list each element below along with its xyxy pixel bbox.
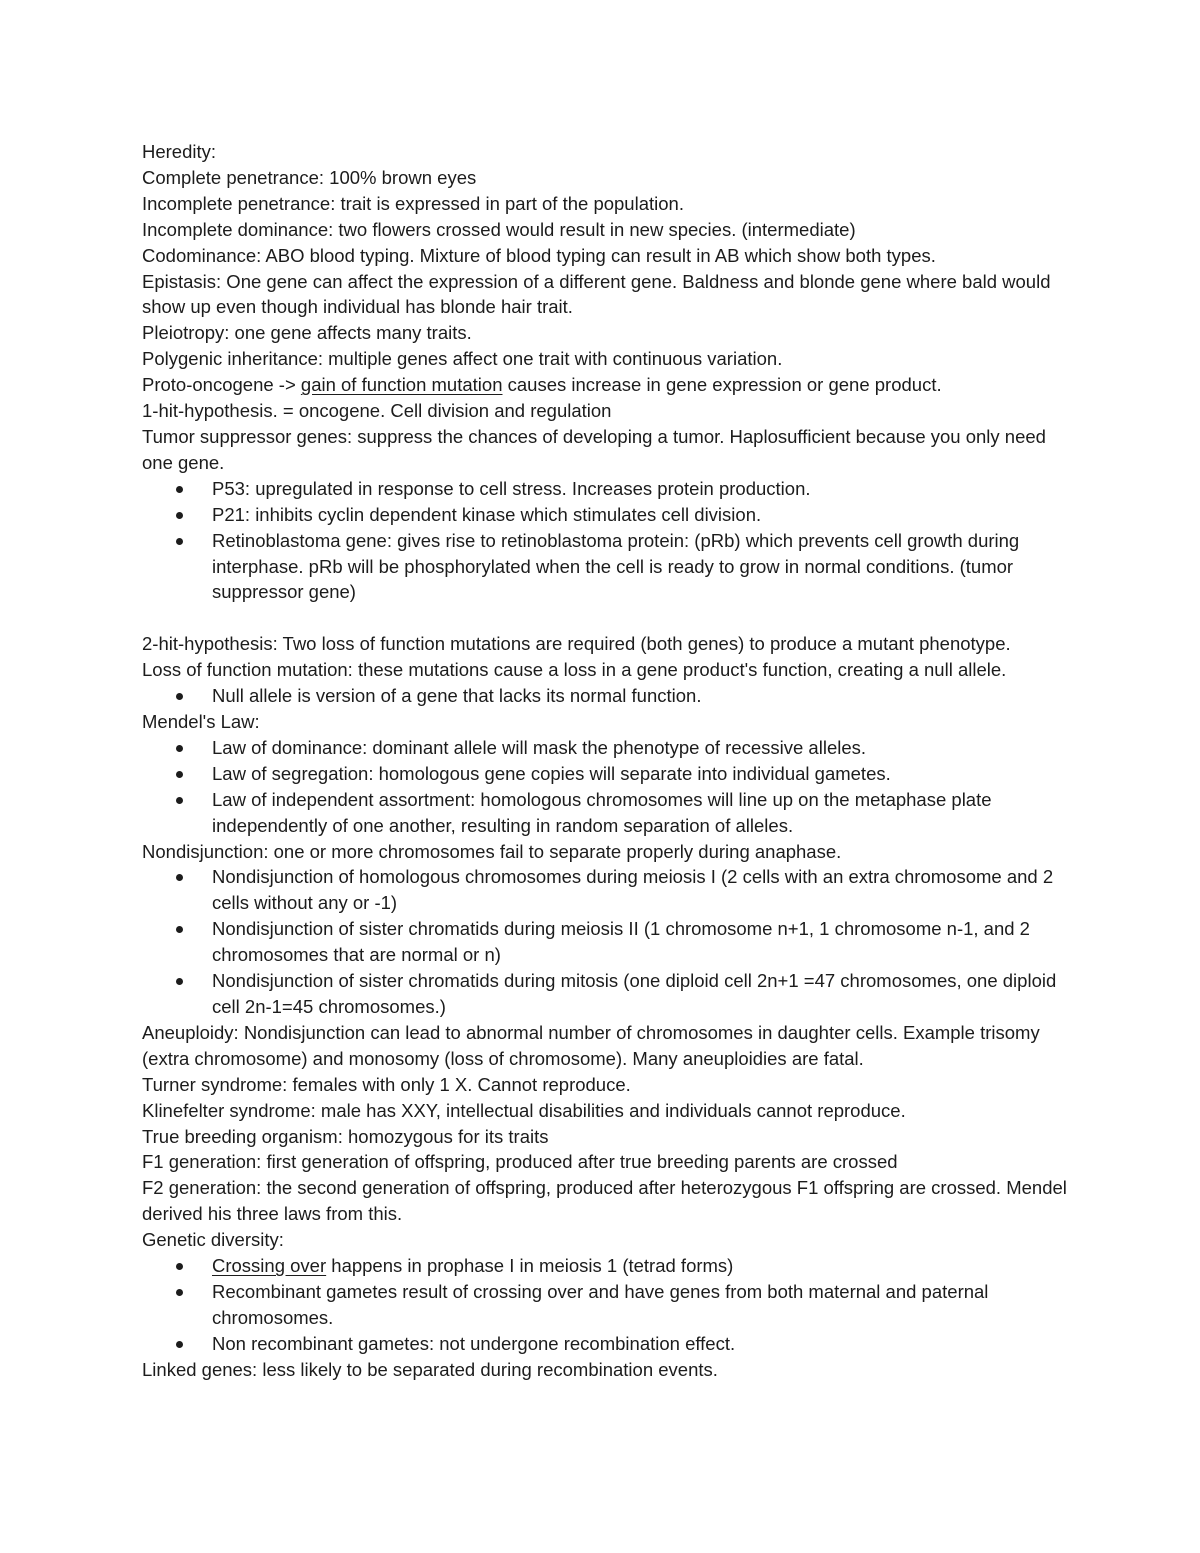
codominance-line: Codominance: ABO blood typing. Mixture of blood typing can result in AB which show both types. xyxy=(142,244,936,266)
list-item: Law of dominance: dominant allele will mask the phenotype of recessive alleles. xyxy=(142,735,1072,761)
list-item: P53: upregulated in response to cell stress. Increases protein production. xyxy=(142,476,1072,502)
proto-oncogene-line xyxy=(142,372,1072,398)
f2-line: F2 generation: the second generation of offspring, produced after heterozygous F1 offspring are crossed. Mendel derived his three laws from this. xyxy=(142,1177,1067,1225)
incomplete-penetrance-line: Incomplete penetrance: trait is expressed in part of the population. xyxy=(142,192,684,214)
blank-line xyxy=(142,605,1072,631)
loss-of-function-line: Loss of function mutation: these mutations cause a loss in a gene product's function, creating a null allele. xyxy=(142,659,1007,681)
linked-genes-line: Linked genes: less likely to be separated during recombination events. xyxy=(142,1358,718,1380)
tumor-suppressor-list xyxy=(142,476,1072,606)
two-hit-line: 2-hit-hypothesis: Two loss of function mutations are required (both genes) to produce a mutant phenotype. xyxy=(142,633,1011,655)
turner-line: Turner syndrome: females with only 1 X. Cannot reproduce. xyxy=(142,1073,631,1095)
list-item: Law of segregation: homologous gene copies will separate into individual gametes. xyxy=(142,761,1072,787)
list-item: Recombinant gametes result of crossing over and have genes from both maternal and paternal chromosomes. xyxy=(142,1279,1072,1331)
mendels-law-list xyxy=(142,735,1072,839)
incomplete-dominance-line: Incomplete dominance: two flowers crossed would result in new species. (intermediate) xyxy=(142,218,856,240)
list-item: Retinoblastoma gene: gives rise to retinoblastoma protein: (pRb) which prevents cell growth during interphase. pRb will be phosphorylated when the cell is ready to grow in normal conditions. (tumor suppressor gene) xyxy=(142,528,1072,606)
tumor-suppressor-line: Tumor suppressor genes: suppress the chances of developing a tumor. Haplosufficient because you only need one gene. xyxy=(142,425,1046,473)
crossing-over-suffix: happens in prophase I in meiosis 1 (tetrad forms) xyxy=(326,1255,734,1277)
genetic-diversity-heading: Genetic diversity: xyxy=(142,1229,284,1251)
genetic-diversity-list xyxy=(142,1253,1072,1357)
true-breeding-line: True breeding organism: homozygous for its traits xyxy=(142,1125,549,1147)
gain-of-function-underlined: gain of function mutation xyxy=(300,374,503,396)
list-item: Non recombinant gametes: not undergone recombination effect. xyxy=(142,1331,1072,1357)
nondisjunction-list xyxy=(142,864,1072,1019)
mendels-law-heading: Mendel's Law: xyxy=(142,711,260,733)
proto-oncogene-prefix: Proto-oncogene -> xyxy=(142,374,301,396)
list-item: P21: inhibits cyclin dependent kinase which stimulates cell division. xyxy=(142,502,1072,528)
aneuploidy-line: Aneuploidy: Nondisjunction can lead to abnormal number of chromosomes in daughter cells. Example trisomy (extra chromosome) and monosomy (loss of chromosome). Many aneuploidies are fatal. xyxy=(142,1021,1040,1069)
list-item: Nondisjunction of sister chromatids during meiosis II (1 chromosome n+1, 1 chromosome n-1, and 2 chromosomes that are normal or n) xyxy=(142,916,1072,968)
proto-oncogene-suffix: causes increase in gene expression or gene product. xyxy=(502,374,942,396)
pleiotropy-line: Pleiotropy: one gene affects many traits. xyxy=(142,322,472,344)
loss-of-function-list xyxy=(142,683,1072,709)
klinefelter-line: Klinefelter syndrome: male has XXY, intellectual disabilities and individuals cannot reproduce. xyxy=(142,1099,906,1121)
crossing-over-underlined: Crossing over xyxy=(212,1255,327,1277)
list-item xyxy=(142,1253,1072,1279)
polygenic-line: Polygenic inheritance: multiple genes affect one trait with continuous variation. xyxy=(142,348,783,370)
heredity-heading: Heredity: xyxy=(142,141,217,162)
nondisjunction-line: Nondisjunction: one or more chromosomes fail to separate properly during anaphase. xyxy=(142,840,842,862)
complete-penetrance-line: Complete penetrance: 100% brown eyes xyxy=(142,166,477,188)
list-item: Null allele is version of a gene that lacks its normal function. xyxy=(142,683,1072,709)
list-item: Law of independent assortment: homologous chromosomes will line up on the metaphase plate independently of one another, resulting in random separation of alleles. xyxy=(142,787,1072,839)
one-hit-line: 1-hit-hypothesis. = oncogene. Cell division and regulation xyxy=(142,400,612,422)
list-item: Nondisjunction of sister chromatids during mitosis (one diploid cell 2n+1 =47 chromosomes, one diploid cell 2n-1=45 chromosomes.) xyxy=(142,968,1072,1020)
epistasis-line: Epistasis: One gene can affect the expression of a different gene. Baldness and blonde gene where bald would show up even though individual has blonde hair trait. xyxy=(142,270,1051,318)
document-page xyxy=(142,139,1072,1383)
list-item: Nondisjunction of homologous chromosomes during meiosis I (2 cells with an extra chromosome and 2 cells without any or -1) xyxy=(142,864,1072,916)
f1-line: F1 generation: first generation of offspring, produced after true breeding parents are crossed xyxy=(142,1151,898,1173)
